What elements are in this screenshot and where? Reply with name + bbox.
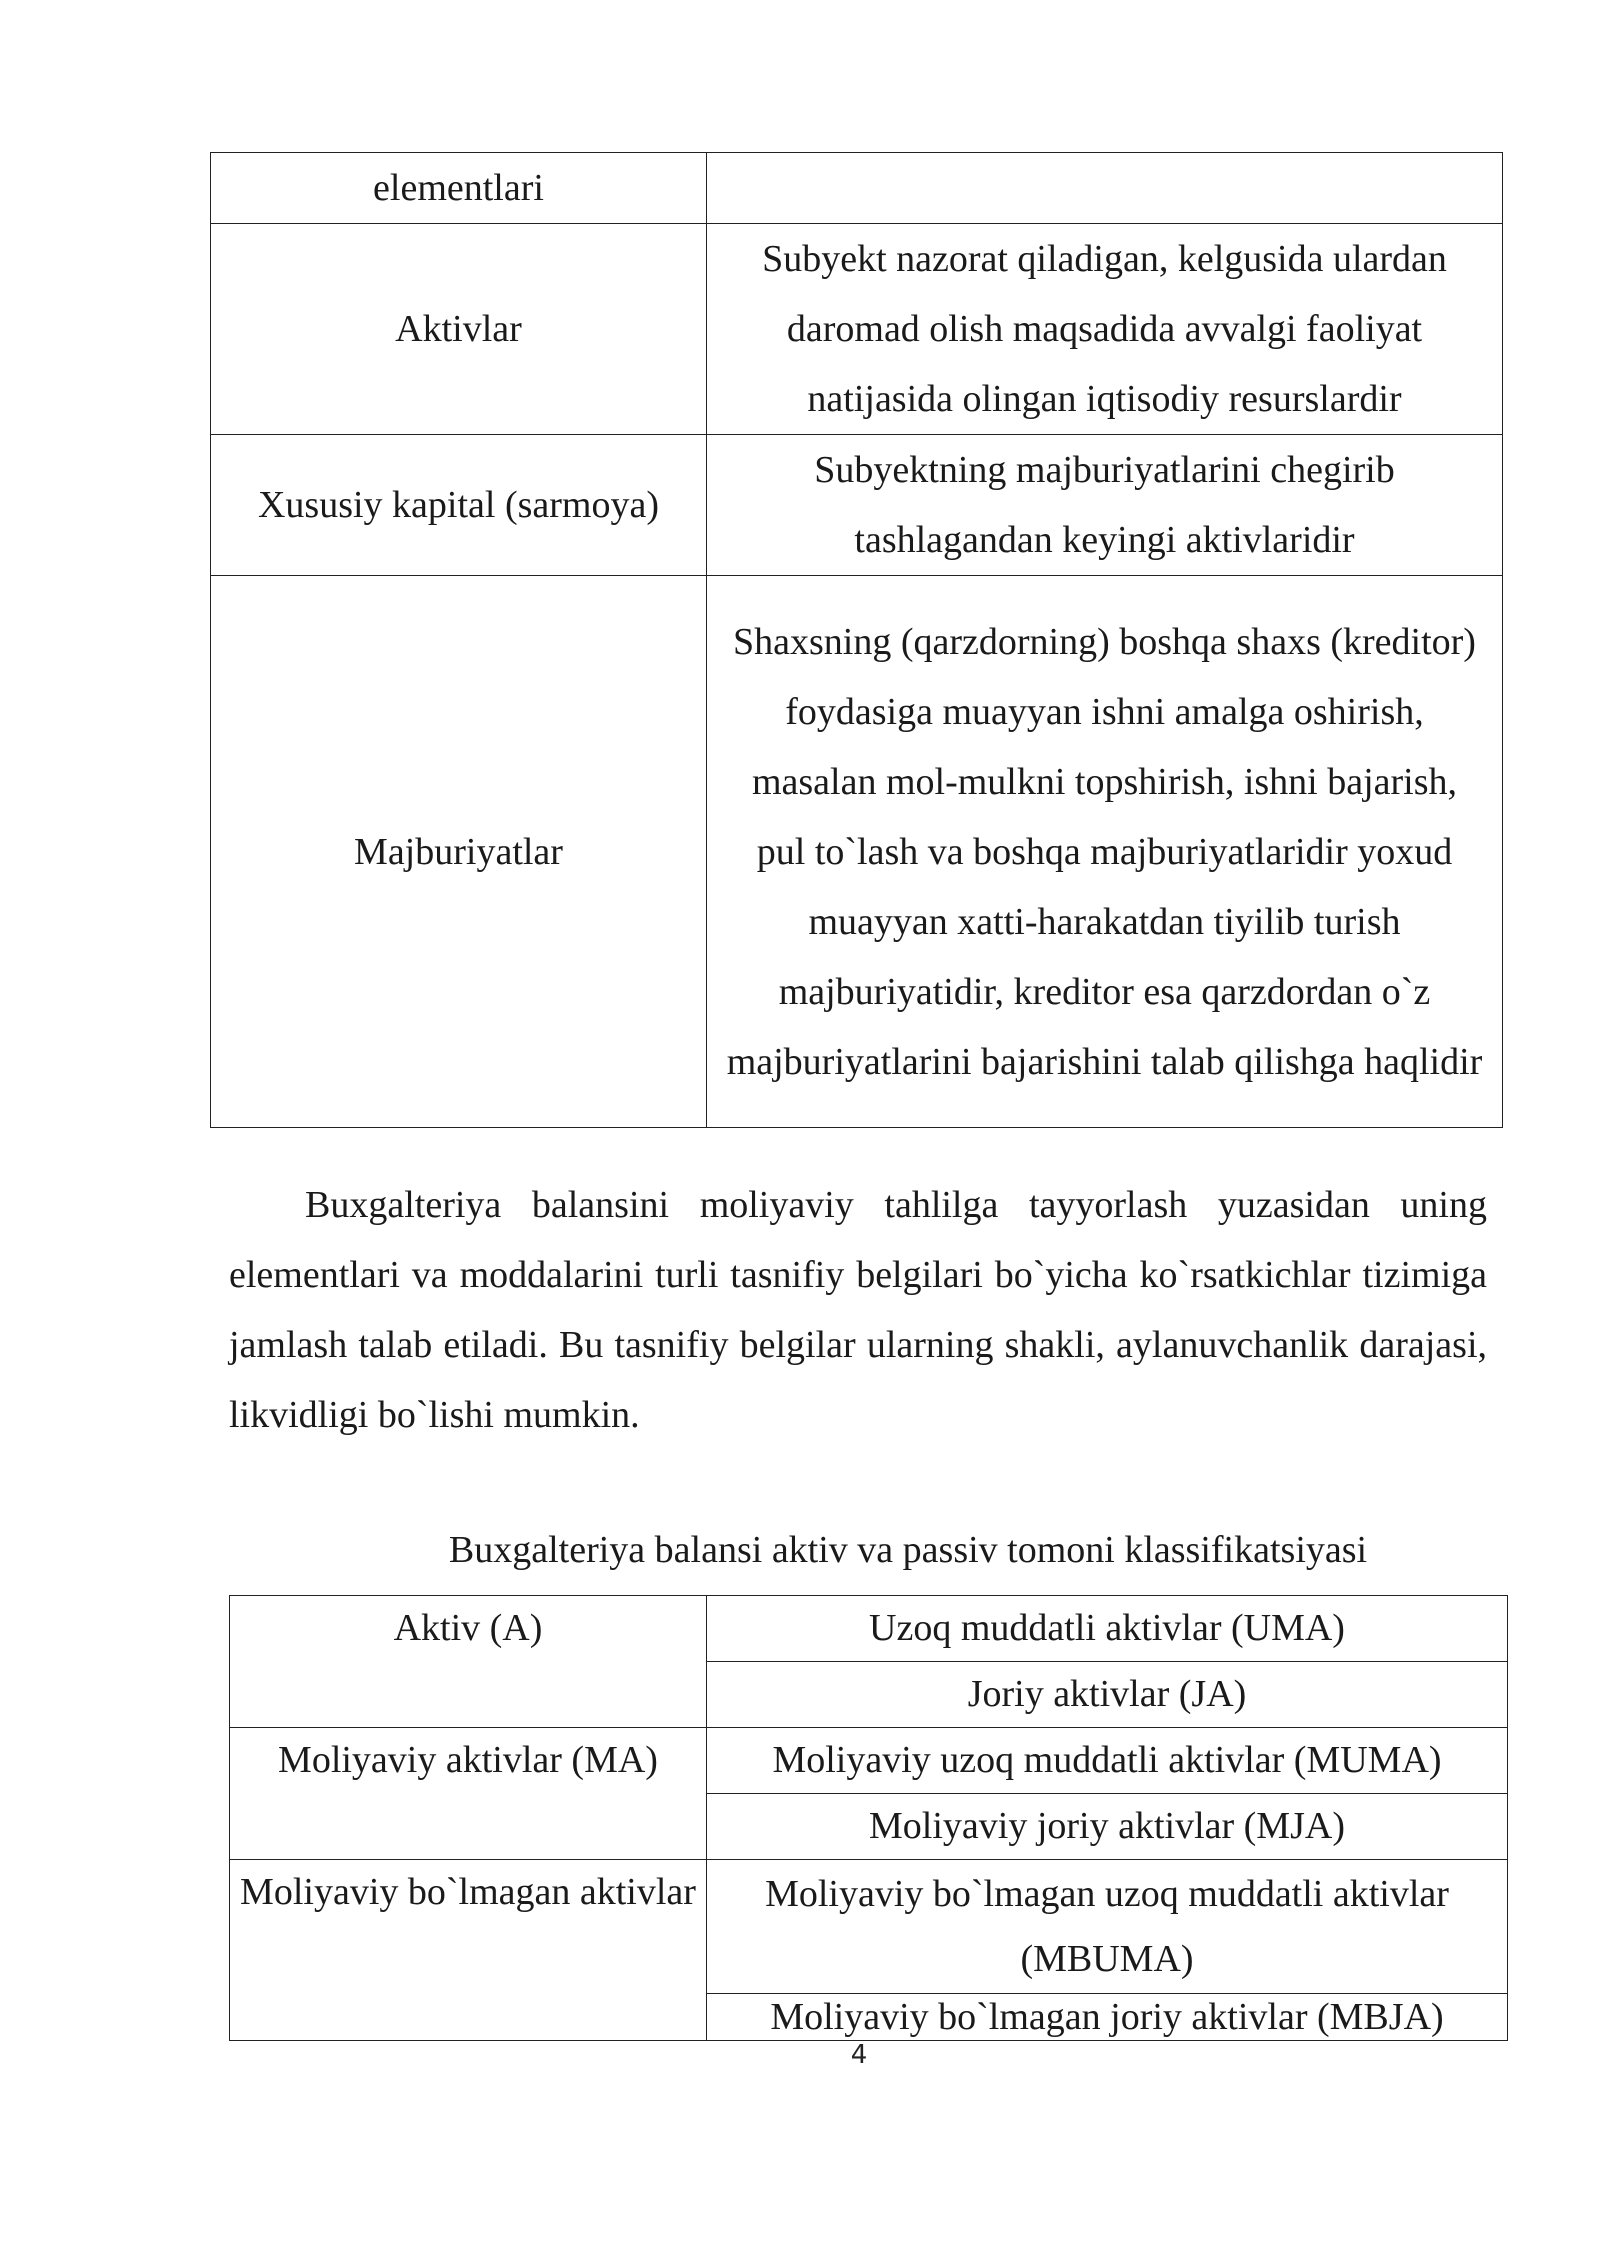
classification-table [229,1595,1508,2041]
element-definition: Shaxsning (qarzdorning) boshqa shaxs (kreditor) foydasiga muayyan ishni amalga oshirish, masalan mol-mulkni topshirish, ishni bajarish, pul to`lash va boshqa majburiyatlaridir yoxud muayyan xatti-harakatdan tiyilib turish majburiyatidir, kreditor esa qarzdordan o`z majburiyatlarini bajarishini talab qilishga haqlidir [707,576,1503,1128]
group-item: Joriy aktivlar (JA) [707,1662,1508,1728]
element-term: Aktivlar [211,224,707,435]
group-item: Moliyaviy bo`lmagan uzoq muddatli aktivlar (MBUMA) [707,1860,1508,1994]
table-caption: Buxgalteriya balansi aktiv va passiv tomoni klassifikatsiyasi [448,1529,1368,1571]
group-label: Aktiv (A) [230,1596,707,1728]
element-definition: Subyekt nazorat qiladigan, kelgusida ulardan daromad olish maqsadida avvalgi faoliyat natijasida olingan iqtisodiy resurslardir [707,224,1503,435]
table-row [211,435,1503,576]
group-label: Moliyaviy aktivlar (MA) [230,1728,707,1860]
element-definition: Subyektning majburiyatlarini chegirib tashlagandan keyingi aktivlaridir [707,435,1503,576]
table-row [211,224,1503,435]
group-item: Uzoq muddatli aktivlar (UMA) [707,1596,1508,1662]
group-item: Moliyaviy uzoq muddatli aktivlar (MUMA) [707,1728,1508,1794]
element-term: Xususiy kapital (sarmoya) [211,435,707,576]
element-term: elementlari [211,153,707,224]
table-row [230,1860,1508,1994]
table-row [230,1728,1508,1794]
balance-elements-table [210,152,1503,1128]
group-item: Moliyaviy bo`lmagan joriy aktivlar (MBJA) [707,1994,1508,2041]
table-row [211,153,1503,224]
table-row [230,1596,1508,1662]
group-item: Moliyaviy joriy aktivlar (MJA) [707,1794,1508,1860]
group-label: Moliyaviy bo`lmagan aktivlar [230,1860,707,2041]
element-term: Majburiyatlar [211,576,707,1128]
page-number: 4 [850,2040,868,2070]
table-row [211,576,1503,1128]
body-paragraph: Buxgalteriya balansini moliyaviy tahlilga tayyorlash yuzasidan uning elementlari va moddalarini turli tasnifiy belgilari bo`yicha ko`rsatkichlar tizimiga jamlash talab etiladi. Bu tasnifiy belgilar ularning shakli, aylanuvchanlik darajasi, likvidligi bo`lishi mumkin. [229,1184,1487,1436]
element-definition [707,153,1503,224]
